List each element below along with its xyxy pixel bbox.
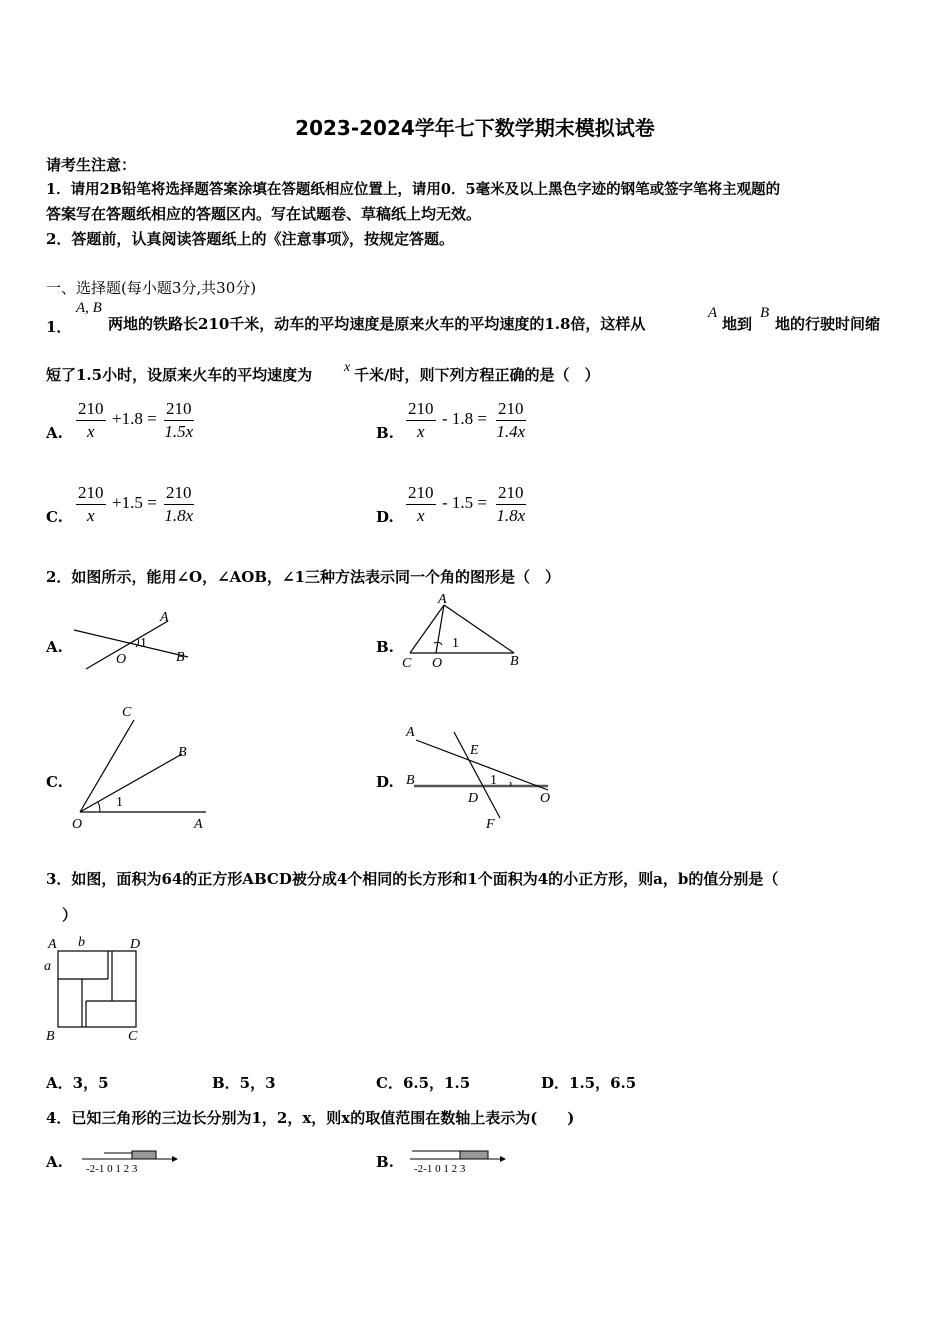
q3-label-d-point: D	[130, 937, 141, 952]
svg-text:F: F	[486, 817, 495, 832]
q2-option-c-label[interactable]: C.	[46, 773, 63, 791]
svg-text:1: 1	[452, 636, 459, 651]
q1-option-c-label[interactable]: C.	[46, 508, 63, 526]
q1-text-1: 两地的铁路长210千米，动车的平均速度是原来火车的平均速度的1.8倍，这样从	[108, 315, 646, 333]
q1-text-5: 千米/时，则下列方程正确的是（ ）	[354, 366, 600, 384]
q2-option-b-label[interactable]: B.	[376, 638, 394, 656]
svg-text:O: O	[116, 652, 127, 667]
q4-option-a-label[interactable]: A.	[46, 1153, 63, 1171]
q1-text-2: 地到	[722, 315, 753, 333]
svg-text:1: 1	[490, 773, 497, 788]
svg-text:A: A	[194, 817, 203, 832]
q1-x: x	[344, 360, 351, 375]
q3-option-c[interactable]: C．6.5，1.5	[376, 1074, 471, 1092]
q3-option-d[interactable]: D．1.5，6.5	[541, 1074, 637, 1092]
q1-option-d-frac2: $\frac{210}{1.8x}$	[496, 483, 526, 525]
svg-text:B: B	[406, 773, 415, 788]
q1-option-d-label[interactable]: D.	[376, 508, 394, 526]
svg-text:O: O	[540, 791, 551, 806]
svg-text:A: A	[406, 725, 415, 740]
svg-text:C: C	[402, 656, 412, 671]
svg-text:E: E	[470, 743, 479, 758]
q2-figure-b	[398, 593, 528, 673]
svg-text:O: O	[72, 817, 83, 832]
svg-text:C: C	[122, 705, 132, 720]
svg-text:1: 1	[140, 636, 147, 651]
q3-option-a[interactable]: A．3，5	[46, 1074, 109, 1092]
q1-text-3: 地的行驶时间缩	[775, 315, 881, 333]
svg-text:B: B	[510, 654, 519, 669]
svg-text:B: B	[176, 650, 185, 665]
q3-label-b-small: b	[78, 935, 85, 950]
q1-option-d-op: - 1.5 =	[442, 493, 487, 512]
q3-label-a-point: A	[48, 937, 57, 952]
q4-ticks-b: -2-1 0 1 2 3	[414, 1163, 466, 1175]
notice-line-2: 2．答题前，认真阅读答题纸上的《注意事项》，按规定答题。	[46, 230, 454, 248]
svg-text:A: A	[160, 610, 169, 625]
q1-option-b-label[interactable]: B.	[376, 424, 394, 442]
q3-option-b[interactable]: B．5，3	[212, 1074, 276, 1092]
svg-text:D: D	[468, 791, 479, 806]
notice-line-1b: 答案写在答题纸相应的答题区内。写在试题卷、草稿纸上均无效。	[46, 205, 482, 223]
svg-text:A: A	[438, 593, 447, 607]
q3-label-a-small: a	[44, 959, 51, 974]
svg-text:1: 1	[116, 795, 123, 810]
q1-ab: A, B	[76, 300, 102, 316]
q1-option-b-op: - 1.8 =	[442, 409, 487, 428]
page-title: 2023-2024学年七下数学期末模拟试卷	[295, 116, 655, 140]
q3-label-b-point: B	[46, 1029, 55, 1044]
q4-number-line-b	[408, 1146, 508, 1176]
q3-label-c-point: C	[128, 1029, 138, 1044]
q2-figure-d	[402, 718, 562, 834]
q1-number: 1．	[46, 318, 72, 336]
q1-option-c-frac1: $\frac{210}{x}$	[78, 483, 104, 525]
q1-option-b-frac1: $\frac{210}{x}$	[408, 399, 434, 441]
q4-ticks-a: -2-1 0 1 2 3	[86, 1163, 138, 1175]
q1-a: A	[708, 305, 718, 321]
q1-option-a-label[interactable]: A.	[46, 424, 63, 442]
q4-text: 4．已知三角形的三边长分别为1，2，x，则x的取值范围在数轴上表示为( )	[46, 1109, 575, 1127]
q1-option-a-frac1: $\frac{210}{x}$	[78, 399, 104, 441]
svg-text:O: O	[432, 656, 443, 671]
q2-option-d-label[interactable]: D.	[376, 773, 394, 791]
q3-text-2: ）	[62, 906, 78, 924]
q2-figure-a	[70, 605, 200, 675]
section-heading: 一、选择题(每小题3分,共30分)	[46, 279, 257, 297]
q1-option-d-frac1: $\frac{210}{x}$	[408, 483, 434, 525]
q1-option-b-frac2: $\frac{210}{1.4x}$	[496, 399, 526, 441]
q1-b: B	[760, 305, 770, 321]
q2-option-a-label[interactable]: A.	[46, 638, 63, 656]
notice-heading: 请考生注意：	[46, 156, 137, 174]
q2-text: 2．如图所示，能用∠O，∠AOB，∠1三种方法表示同一个角的图形是（ ）	[46, 568, 561, 586]
q1-option-c-frac2: $\frac{210}{1.8x}$	[164, 483, 194, 525]
q4-number-line-a	[80, 1146, 180, 1176]
svg-text:B: B	[178, 745, 187, 760]
q1-text-4: 短了1.5小时，设原来火车的平均速度为	[46, 366, 313, 384]
q2-figure-c	[70, 702, 220, 834]
q3-text-1: 3．如图，面积为64的正方形ABCD被分成4个相同的长方形和1个面积为4的小正方形，则a，b的值分别是（	[46, 870, 779, 888]
q1-option-a-op: +1.8 =	[112, 409, 157, 428]
q4-option-b-label[interactable]: B.	[376, 1153, 394, 1171]
q1-option-a-frac2: $\frac{210}{1.5x}$	[164, 399, 194, 441]
notice-line-1a: 1．请用2B铅笔将选择题答案涂填在答题纸相应位置上，请用0．5毫米及以上黑色字迹的钢笔或签字笔将主观题的	[46, 181, 781, 198]
q3-figure	[42, 930, 152, 1045]
q1-option-c-op: +1.5 =	[112, 493, 157, 512]
